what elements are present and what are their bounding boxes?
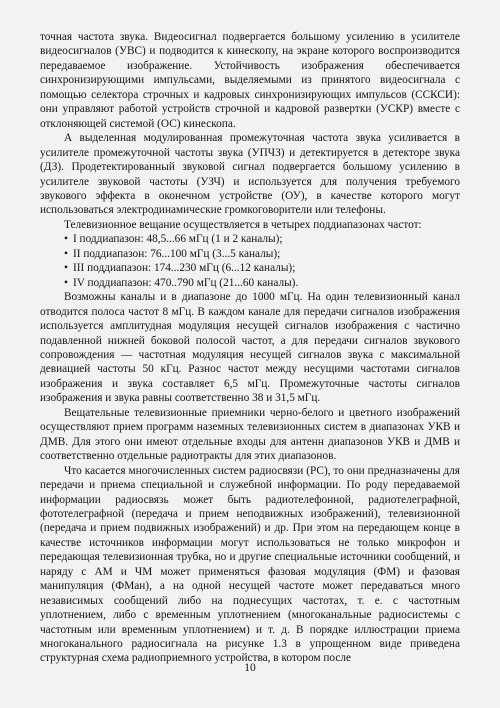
band-list-item [64, 247, 460, 261]
paragraph-5: Вещательные телевизионные приемники черно-белого и цветного изображений осуществляют прием программ наземных телевизионных систем в диапазонах УКВ и ДМВ. Для этого они имеют отдельные входы для антенн диапазонов УКВ и ДМВ и соответственно отдельные радиотракты для этих диапазонов. [40, 406, 460, 463]
band-text: III поддиапазон: 174...230 мГц (6...12 каналы); [72, 262, 296, 275]
band-list [40, 232, 460, 290]
band-text: II поддиапазон: 76...100 мГц (3...5 каналы); [72, 247, 281, 260]
band-text: I поддиапазон: 48,5...66 мГц (1 и 2 каналы); [72, 233, 283, 246]
paragraph-4: Возможны каналы и в диапазоне до 1000 мГц. На один телевизионный канал отводится полоса частот 8 мГц. В каждом канале для передачи сигналов изображения используется амплитудная модуляция несущей сигналов изображения с частично подавленной нижней боковой полосой частот, а для передачи сигналов звукового сопровождения — частотная модуляция несущей сигналов звука с максимальной девиацией частоты 50 кГц. Разнос частот между несущими частотами сигналов изображения и звука составляет 6,5 мГц. Промежуточные частоты сигналов изображения и звука равны соответственно 38 и 31,5 мГц. [40, 291, 460, 405]
page-number: 10 [244, 662, 256, 674]
paragraph-2: А выделенная модулированная промежуточная частота звука усиливается в усилителе промежуточной частоты звука (УПЧЗ) и детектируется в детекторе звука (ДЗ). Продетектированный звуковой сигнал подвергается большому усилению в усилителе звуковой частоты (УЗЧ) и используется для получения требуемого звукового эффекта в оконечном устройстве (ОУ), в качестве которого могут использоваться электродинамические громкоговорители или телефоны. [40, 132, 460, 217]
paragraph-1: точная частота звука. Видеосигнал подвергается большому усилению в усилителе видеосигналов (УВС) и подводится к кинескопу, на экране которого воспроизводится передаваемое изображение. Устойчивость изображения обеспечивается синхронизирующими импульсами, выделяемыми из принятого видеосигнала с помощью селектора строчных и кадровых синхронизирующих импульсов (ССКСИ): они управляют работой устройств строчной и кадровой развертки (УСКР) вместе с отклоняющей системой (ОС) кинескопа. [40, 31, 460, 130]
bullet-icon: • [64, 276, 68, 289]
paragraph-6: Что касается многочисленных систем радиосвязи (РС), то они предназначены для передачи и приема специальной и служебной информации. По роду передаваемой информации радиосвязь может быть радиотелефонной, радиотелеграфной, фототелеграфной (передача и прием неподвижных изображений), телевизионной (передача и прием подвижных изображений) и др. При этом на передающем конце в качестве источников информации могут использоваться не только микрофон и передающая телевизионная трубка, но и другие специальные источники сообщений, и наряду с АМ и ЧМ может применяться фазовая модуляция (ФМ) и фазовая манипуляция (ФМан), а на одной несущей частоте может передаваться много независимых сообщений либо на поднесущих частотах, т. е. с частотным уплотнением, либо с временным уплотнением (многоканальные радиосистемы с частотным или временным уплотнением) и т. д. В порядке иллюстрации приема многоканального радиосигнала на рисунке 1.3 в упрощенном виде приведена структурная схема радиоприемного устройства, в котором после [40, 464, 460, 665]
paragraph-3: Телевизионное вещание осуществляется в четырех поддиапазонах частот: [64, 218, 422, 231]
bullet-icon: • [64, 247, 68, 260]
band-list-item [64, 232, 460, 246]
bullet-icon: • [64, 233, 68, 246]
band-list-item [64, 276, 460, 290]
band-list-item [64, 261, 460, 275]
band-text: IV поддиапазон: 470..790 мГц (21...60 каналы). [72, 276, 299, 289]
bullet-icon: • [64, 262, 68, 275]
body-text [40, 30, 460, 666]
